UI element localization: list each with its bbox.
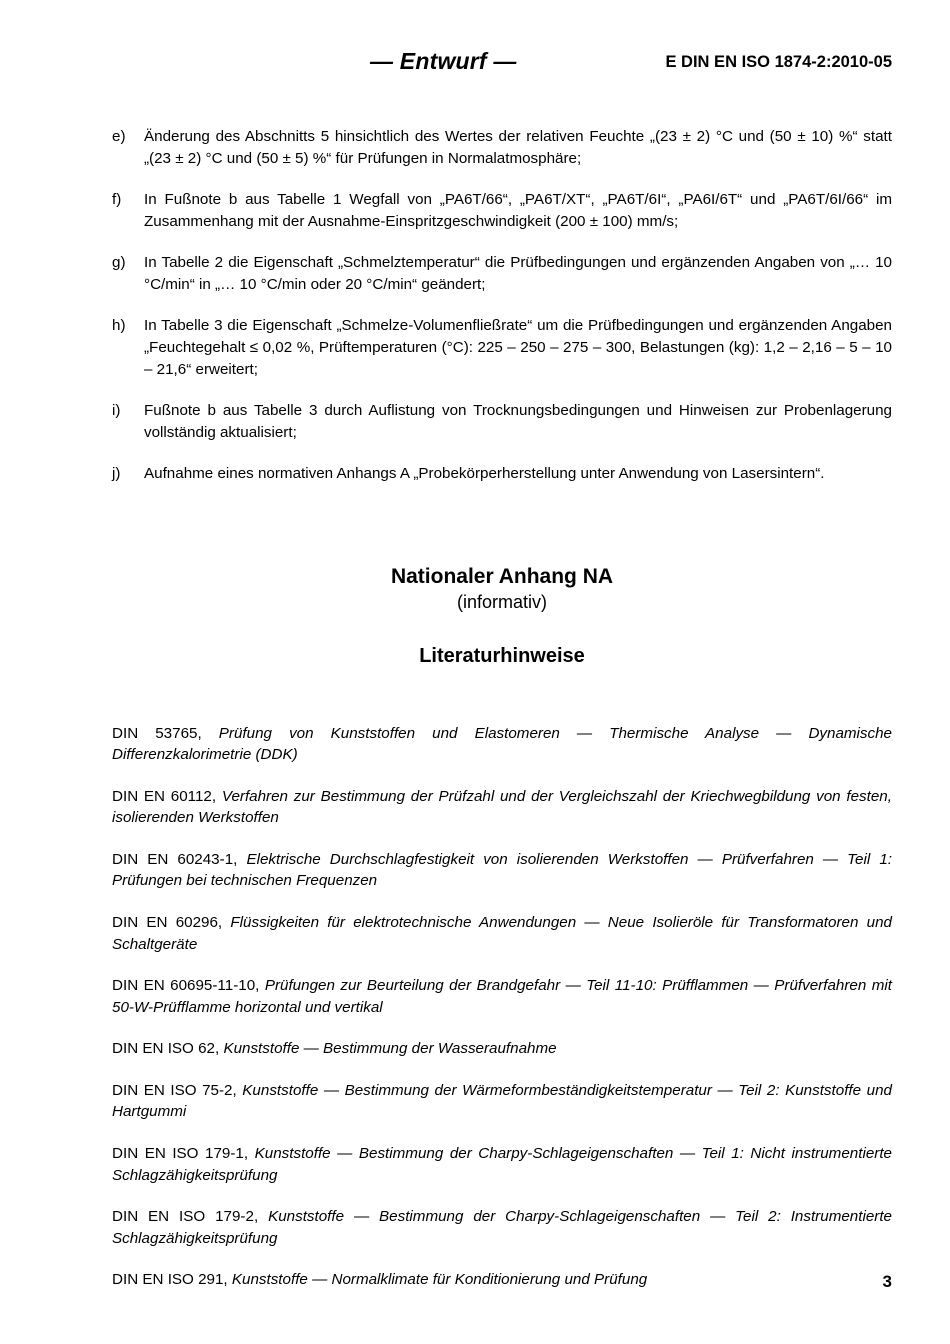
annex-title: Nationaler Anhang NA bbox=[390, 564, 614, 588]
list-item bbox=[112, 315, 892, 380]
list-marker: f) bbox=[112, 191, 122, 209]
list-item bbox=[112, 252, 892, 295]
reference-id: DIN EN 60296, bbox=[112, 914, 223, 931]
annex-section-title: Literaturhinweise bbox=[419, 644, 585, 667]
reference-id: DIN EN ISO 291, bbox=[112, 1271, 228, 1289]
bibliography-entry bbox=[112, 1080, 892, 1123]
reference-title: Verfahren zur Bestimmung der Prüfzahl und der Vergleichszahl der Kriechwegbildung von festen, isolierenden Werkstoffen bbox=[112, 787, 892, 827]
reference-id: DIN EN 60695-11-10, bbox=[112, 977, 260, 995]
reference-title: Prüfung von Kunststoffen und Elastomeren — Thermische Analyse — Dynamische Differenzkalorimetrie (DDK) bbox=[112, 724, 893, 764]
list-marker: e) bbox=[112, 128, 126, 145]
list-item-text: In Fußnote b aus Tabelle 1 Wegfall von „PA6T/66“, „PA6T/XT“, „PA6T/6I“, „PA6I/6T“ und „PA6T/6I/66“ im Zusammenhang mit der Ausnahme-Einspritzgeschwindigkeit (200 ± 100) mm/s; bbox=[144, 191, 892, 230]
page-number: 3 bbox=[882, 1272, 892, 1291]
bibliography-entry bbox=[112, 786, 892, 829]
list-item-text: In Tabelle 2 die Eigenschaft „Schmelztemperatur“ die Prüfbedingungen und ergänzenden Angaben von „… 10 °C/min“ in „… 10 °C/min oder 20 °C/min“ geändert; bbox=[144, 254, 892, 293]
reference-title: Kunststoffe — Bestimmung der Wärmeformbeständigkeitstemperatur — Teil 2: Kunststoffe und Hartgummi bbox=[112, 1081, 892, 1121]
standard-reference: E DIN EN ISO 1874-2:2010-05 bbox=[665, 53, 892, 71]
reference-id: DIN EN ISO 75-2, bbox=[112, 1081, 237, 1099]
bibliography-entry bbox=[112, 912, 892, 955]
reference-title: Kunststoffe — Bestimmung der Wasseraufnahme bbox=[223, 1040, 557, 1058]
list-marker: j) bbox=[112, 465, 121, 483]
list-item-text: Aufnahme eines normativen Anhangs A „Probekörperherstellung unter Anwendung von Lasersintern“. bbox=[144, 465, 825, 483]
reference-id: DIN EN ISO 62, bbox=[112, 1040, 220, 1058]
reference-id: DIN EN 60112, bbox=[112, 787, 217, 805]
reference-title: Kunststoffe — Bestimmung der Charpy-Schlageigenschaften — Teil 1: Nicht instrumentierte Schlagzähigkeitsprüfung bbox=[112, 1145, 892, 1184]
reference-id: DIN EN 60243-1, bbox=[112, 850, 238, 868]
list-item bbox=[112, 400, 892, 443]
bibliography-entry bbox=[112, 975, 892, 1018]
changes-list bbox=[112, 126, 892, 485]
bibliography-entry bbox=[112, 723, 892, 766]
annex-subtitle: (informativ) bbox=[456, 592, 547, 613]
bibliography-list bbox=[112, 723, 892, 1291]
list-item-text: In Tabelle 3 die Eigenschaft „Schmelze-Volumenfließrate“ um die Prüfbedingungen und ergänzenden Angaben „Feuchtegehalt ≤ 0,02 %, Prüftemperaturen (°C): 225 – 250 – 275 – 300, Belastungen (kg): 1,2 – 2,16 – 5 – 10 – 21,6“ erweitert; bbox=[144, 317, 892, 378]
reference-title: Prüfungen zur Beurteilung der Brandgefahr — Teil 11-10: Prüfflammen — Prüfverfahren mit 50-W-Prüfflamme horizontal und vertikal bbox=[112, 977, 892, 1016]
draft-marker: — Entwurf — bbox=[370, 48, 517, 74]
reference-title: Kunststoffe — Normalklimate für Konditionierung und Prüfung bbox=[231, 1271, 648, 1289]
annex-heading-block bbox=[112, 563, 892, 669]
bibliography-entry bbox=[112, 1143, 892, 1186]
list-item bbox=[112, 189, 892, 232]
reference-id: DIN 53765, bbox=[112, 724, 202, 742]
list-item bbox=[112, 126, 892, 169]
list-item bbox=[112, 463, 892, 485]
bibliography-entry bbox=[112, 849, 892, 892]
list-item-text: Änderung des Abschnitts 5 hinsichtlich des Wertes der relativen Feuchte „(23 ± 2) °C und (50 ± 10) %“ statt „(23 ± 2) °C und (50 ± 5) %“ für Prüfungen in Normalatmosphäre; bbox=[144, 128, 892, 167]
list-marker: g) bbox=[112, 254, 126, 272]
bibliography-entry bbox=[112, 1038, 892, 1060]
bibliography-entry bbox=[112, 1269, 892, 1291]
reference-title: Kunststoffe — Bestimmung der Charpy-Schlageigenschaften — Teil 2: Instrumentierte Schlagzähigkeitsprüfung bbox=[112, 1208, 892, 1247]
page-header bbox=[112, 48, 892, 82]
bibliography-entry bbox=[112, 1206, 892, 1249]
page-content bbox=[112, 126, 892, 1311]
list-item-text: Fußnote b aus Tabelle 3 durch Auflistung von Trocknungsbedingungen und Hinweisen zur Probenlagerung vollständig aktualisiert; bbox=[144, 402, 892, 441]
reference-title: Flüssigkeiten für elektrotechnische Anwendungen — Neue Isolieröle für Transformatoren und Schaltgeräte bbox=[112, 914, 892, 953]
list-marker: i) bbox=[112, 402, 121, 420]
reference-id: DIN EN ISO 179-1, bbox=[112, 1145, 249, 1163]
reference-title: Elektrische Durchschlagfestigkeit von isolierenden Werkstoffen — Prüfverfahren — Teil 1: Prüfungen bei technischen Frequenzen bbox=[112, 850, 892, 890]
reference-id: DIN EN ISO 179-2, bbox=[112, 1208, 259, 1226]
list-marker: h) bbox=[112, 317, 126, 335]
